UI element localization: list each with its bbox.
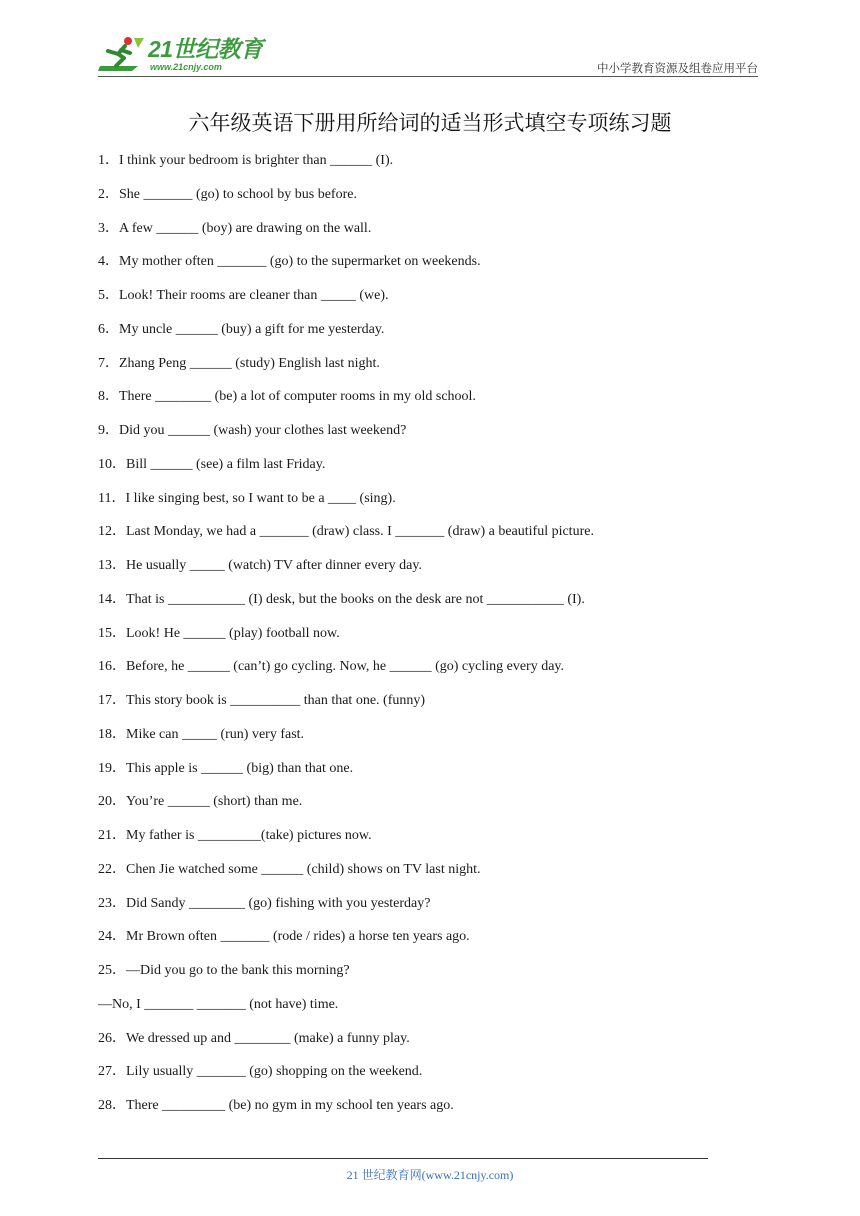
question-item: 10．Bill ______ (see) a film last Friday. — [98, 456, 326, 472]
question-item: 9．Did you ______ (wash) your clothes last weekend? — [98, 423, 407, 438]
question-item: 21．My father is _________(take) pictures now. — [98, 828, 372, 843]
question-item: 13．He usually _____ (watch) TV after dinner every day. — [98, 558, 422, 573]
question-list — [98, 151, 738, 1130]
question-item: —No, I _______ _______ (not have) time. — [98, 996, 339, 1012]
runner-icon — [98, 36, 146, 74]
question-item: 24．Mr Brown often _______ (rode / rides) a horse ten years ago. — [98, 929, 470, 945]
question-item: 1．I think your bedroom is brighter than ______ (I). — [98, 153, 394, 168]
question-item: 16．Before, he ______ (can’t) go cycling. Now, he ______ (go) cycling every day. — [98, 659, 565, 675]
question-item: 22．Chen Jie watched some ______ (child) shows on TV last night. — [98, 861, 481, 877]
question-item: 20．You’re ______ (short) than me. — [98, 794, 303, 810]
question-item: 7．Zhang Peng ______ (study) English last night. — [98, 355, 380, 371]
logo-url: www.21cnjy.com — [150, 62, 222, 72]
question-item: 12．Last Monday, we had a _______ (draw) class. I _______ (draw) a beautiful picture. — [98, 524, 594, 540]
question-item: 26．We dressed up and ________ (make) a funny play. — [98, 1030, 410, 1046]
header-platform-text: 中小学教育资源及组卷应用平台 — [597, 61, 758, 75]
question-item: 15．Look! He ______ (play) football now. — [98, 625, 340, 641]
question-item: 23．Did Sandy ________ (go) fishing with you yesterday? — [98, 895, 431, 911]
page-title: 六年级英语下册用所给词的适当形式填空专项练习题 — [188, 111, 672, 135]
question-item: 19．This apple is ______ (big) than that one. — [98, 760, 354, 776]
header-divider — [98, 76, 758, 77]
question-item: 4．My mother often _______ (go) to the supermarket on weekends. — [98, 254, 481, 270]
question-item: 25．—Did you go to the bank this morning? — [98, 963, 350, 978]
question-item: 5．Look! Their rooms are cleaner than _____ (we). — [98, 288, 389, 303]
page-header — [98, 34, 758, 78]
question-item: 8．There ________ (be) a lot of computer rooms in my old school. — [98, 389, 476, 405]
question-item: 14．That is ___________ (I) desk, but the books on the desk are not ___________ (I). — [98, 591, 585, 607]
question-item: 2．She _______ (go) to school by bus before. — [98, 186, 357, 202]
footer-divider — [98, 1158, 708, 1159]
question-item: 18．Mike can _____ (run) very fast. — [98, 726, 305, 742]
logo-text: 21世纪教育 — [148, 36, 263, 62]
question-item: 3．A few ______ (boy) are drawing on the wall. — [98, 220, 372, 236]
question-item: 17．This story book is __________ than that one. (funny) — [98, 693, 426, 708]
question-item: 11．I like singing best, so I want to be a ____ (sing). — [98, 490, 396, 506]
question-item: 27．Lily usually _______ (go) shopping on the weekend. — [98, 1064, 423, 1080]
site-logo[interactable] — [98, 34, 268, 78]
question-item: 28．There _________ (be) no gym in my school ten years ago. — [98, 1098, 454, 1113]
footer-link[interactable]: 21 世纪教育网(www.21cnjy.com) — [346, 1168, 514, 1182]
question-item: 6．My uncle ______ (buy) a gift for me yesterday. — [98, 321, 385, 337]
